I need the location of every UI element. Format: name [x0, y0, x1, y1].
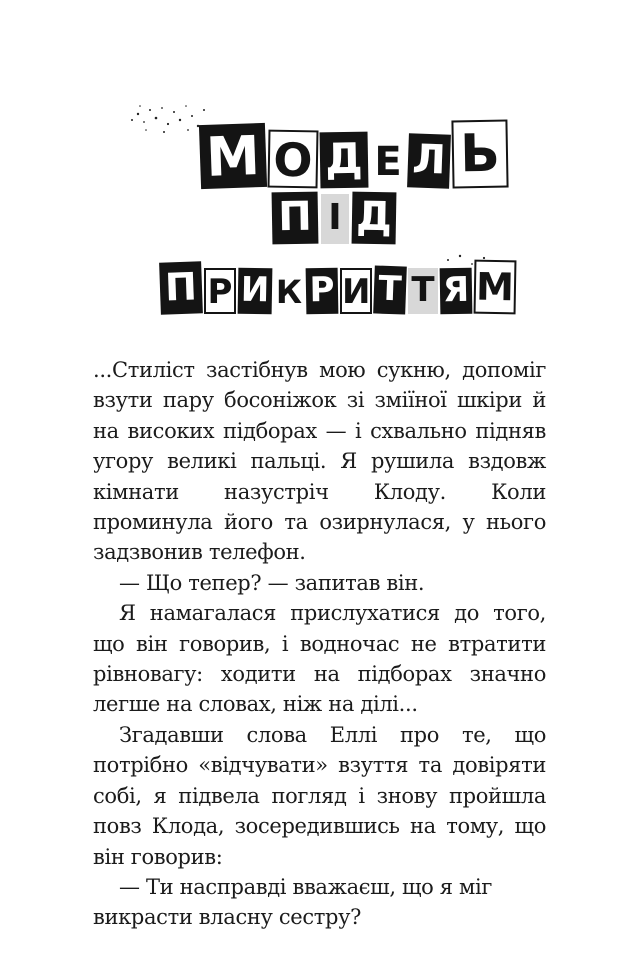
chapter-title	[0, 0, 637, 340]
title-line-3	[160, 260, 516, 314]
title-letter: Т	[408, 268, 438, 314]
title-letter: Т	[373, 265, 407, 314]
paragraph: — Ти насправді вважаєш, що я міг викрасти власну сестру?	[93, 874, 492, 930]
paragraph: — Що тепер? — запитав він.	[119, 570, 425, 595]
title-letter: Р	[306, 268, 339, 315]
title-letter: О	[267, 130, 318, 189]
title-letter: Е	[374, 139, 402, 185]
body-text	[93, 355, 546, 933]
title-line-2	[272, 192, 396, 244]
title-letter: М	[474, 260, 517, 315]
title-letter: Д	[320, 132, 369, 189]
title-letter: И	[340, 268, 372, 314]
title-letter: К	[275, 273, 303, 311]
title-line-1	[200, 120, 508, 188]
speckle-decoration-left	[128, 100, 208, 140]
paragraph: ...Стиліст застібнув мою сукню, допоміг взути пару босоніжок зі зміїної шкіри й на високих підборах — і схвально підняв угору великі пальці. Я рушила вздовж кімнати назустріч Клоду. Коли проминула його та озирнулася, у нього задзвонив телефон.	[93, 358, 546, 565]
title-letter: Д	[352, 192, 397, 245]
title-letter: Я	[440, 268, 473, 315]
title-letter: М	[199, 123, 267, 189]
title-letter: Ь	[451, 120, 508, 189]
title-letter: П	[159, 261, 203, 314]
paragraph: Я намагалася прислухатися до того, що він говорив, і водночас не втратити рівновагу: ходити на підборах значно легше на словах, ніж на ділі...	[93, 601, 546, 717]
title-letter: И	[238, 268, 273, 315]
paragraph: Згадавши слова Еллі про те, що потрібно «відчувати» взуття та довіряти собі, я підвела погляд і знову пройшла повз Клода, зосередившись на тому, що він говорив:	[93, 722, 546, 869]
title-letter: П	[272, 192, 319, 245]
title-letter: Р	[204, 268, 236, 314]
title-letter: Л	[407, 133, 451, 188]
title-letter: І	[321, 194, 349, 244]
